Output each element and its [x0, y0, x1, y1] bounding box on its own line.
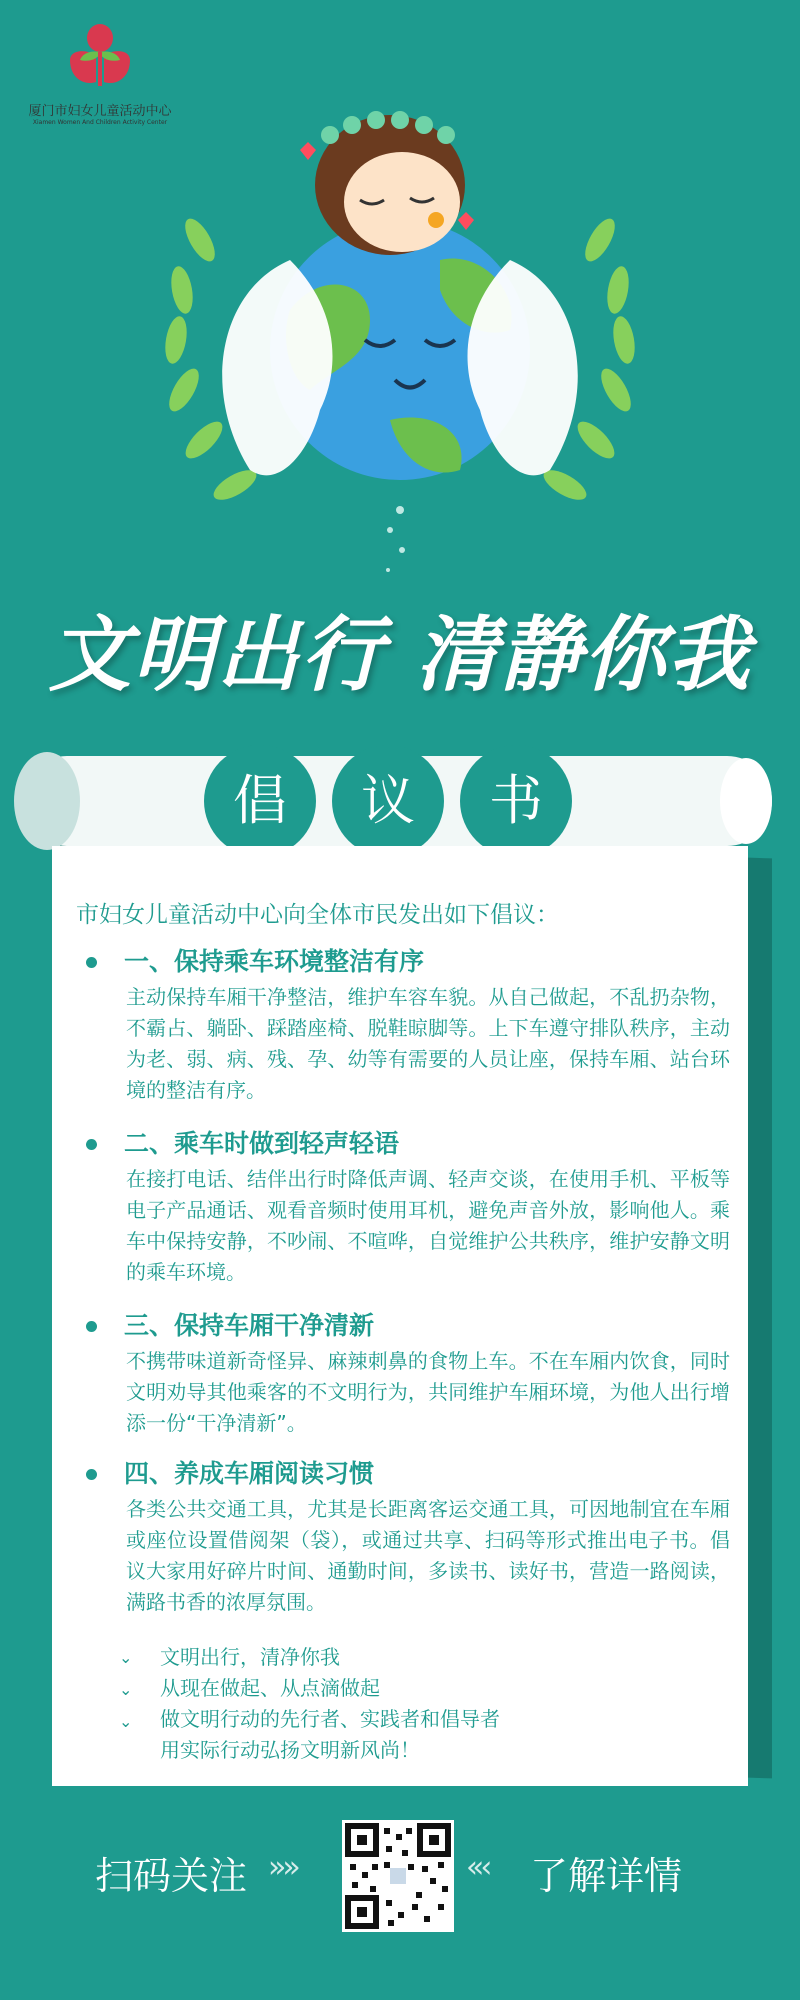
chevron-down-icon: ⌄: [119, 1712, 133, 1731]
learn-more-text: 了解详情: [530, 1854, 683, 1898]
bullet-icon: [86, 957, 97, 968]
slogan-item: 从现在做起、从点滴做起: [160, 1676, 380, 1700]
chevron-down-icon: ⌄: [119, 1648, 133, 1667]
intro-text: 市妇女儿童活动中心向全体市民发出如下倡议：: [76, 902, 559, 928]
bullet-icon: [86, 1139, 97, 1150]
slogan-item: 用实际行动弘扬文明新风尚！: [160, 1738, 420, 1762]
section-heading: 三、保持车厢干净清新: [124, 1311, 375, 1340]
section-body: 在接打电话、结伴出行时降低声调、轻声交谈，在使用手机、平板等电子产品通话、观看音频时使用耳机，避免声音外放，影响他人。乘车中保持安静，不吵闹、不喧哗，自觉维护公共秩序，维护安静文明的乘车环境。: [126, 1167, 730, 1284]
qr-code-icon: [342, 1820, 454, 1932]
logo-english-name: Xiamen Women And Children Activity Center: [32, 119, 168, 126]
qr-code[interactable]: [342, 1820, 454, 1932]
section-body: 各类公共交通工具，尤其是长距离客运交通工具，可因地制宜在车厢或座位设置借阅架（袋），或通过共享、扫码等形式推出电子书。倡议大家用好碎片时间、通勤时间，多读书、读好书，营造一路阅读，满路书香的浓厚氛围。: [126, 1497, 730, 1614]
earth-angel-illustration: [140, 90, 660, 590]
flower-logo-icon: [60, 22, 140, 94]
section-2: [80, 1126, 730, 1288]
scan-follow-text: 扫码关注: [95, 1854, 248, 1898]
chevron-down-icon: ⌄: [119, 1680, 133, 1699]
section-3: [80, 1308, 730, 1439]
title-char-2: 议: [332, 745, 444, 857]
slogan-list: [119, 1642, 500, 1766]
scroll-left-end: [14, 752, 80, 850]
double-arrow-right-icon: »»: [268, 1850, 297, 1885]
logo-name: 厦门市妇女儿童活动中心: [28, 104, 172, 119]
bullet-icon: [86, 1321, 97, 1332]
slogan-item: 做文明行动的先行者、实践者和倡导者: [160, 1707, 500, 1731]
bullet-icon: [86, 1469, 97, 1480]
section-body: 不携带味道新奇怪异、麻辣刺鼻的食物上车。不在车厢内饮食，同时文明劝导其他乘客的不文明行为，共同维护车厢环境，为他人出行增添一份“干净清新”。: [126, 1349, 730, 1435]
section-heading: 四、养成车厢阅读习惯: [124, 1459, 375, 1488]
section-4: [80, 1456, 730, 1618]
title-char-1: 倡: [204, 745, 316, 857]
section-heading: 二、乘车时做到轻声轻语: [124, 1129, 400, 1158]
slogan-item: 文明出行，清净你我: [160, 1645, 340, 1669]
section-heading: 一、保持乘车环境整洁有序: [124, 947, 425, 976]
section-1: [80, 944, 730, 1106]
headline: 文明出行 清静你我: [48, 608, 752, 703]
double-arrow-left-icon: «‹: [466, 1850, 489, 1885]
section-body: 主动保持车厢干净整洁，维护车容车貌。从自己做起，不乱扔杂物，不霸占、躺卧、踩踏座椅、脱鞋晾脚等。上下车遵守排队秩序，主动为老、弱、病、残、孕、幼等有需要的人员让座，保持车厢、站台环境的整洁有序。: [126, 985, 730, 1102]
title-char-3: 书: [460, 745, 572, 857]
scroll-right-end: [720, 758, 772, 844]
